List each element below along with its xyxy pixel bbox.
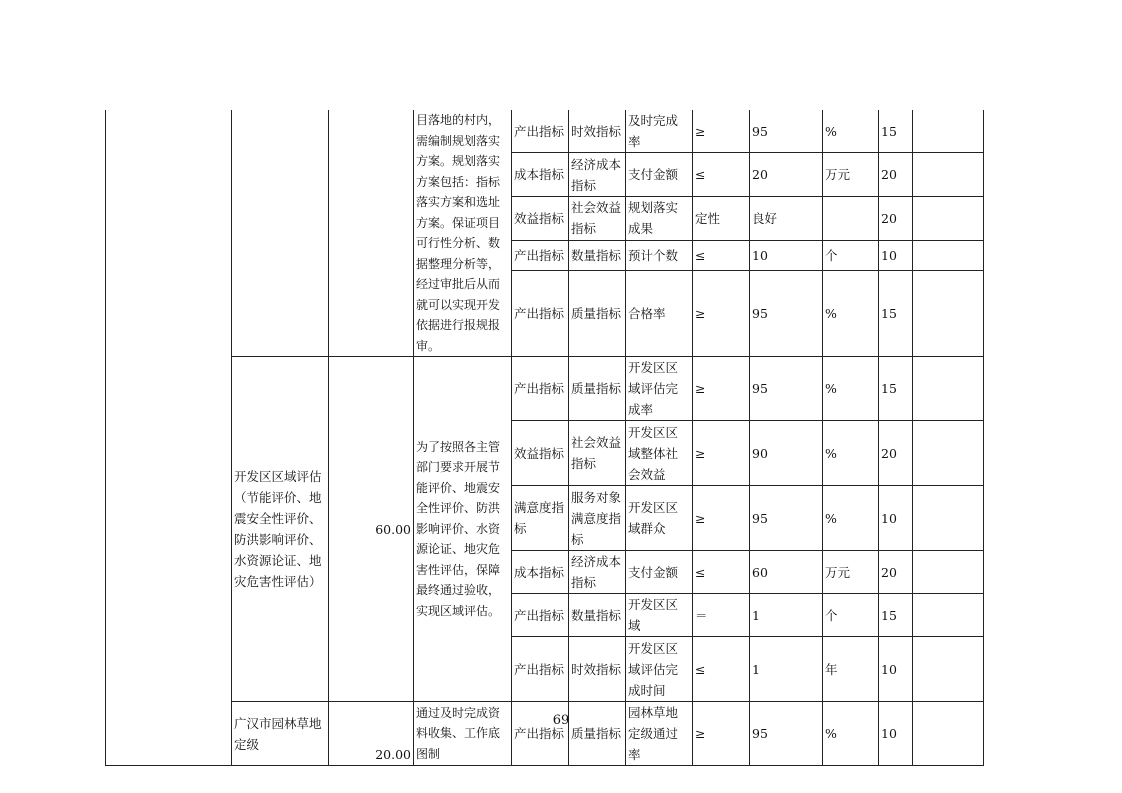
indicator-level1: 效益指标 [512, 196, 569, 240]
indicator-level2: 经济成本指标 [569, 551, 626, 594]
indicator-operator: ≥ [693, 110, 750, 153]
indicator-operator: ≥ [693, 702, 750, 766]
indicator-weight: 10 [879, 241, 913, 271]
indicator-weight: 15 [879, 594, 913, 637]
indicator-value: 90 [750, 421, 823, 486]
indicator-unit [823, 196, 879, 240]
indicator-weight: 15 [879, 110, 913, 153]
indicator-note [913, 110, 984, 153]
indicator-value: 95 [750, 486, 823, 551]
indicator-level2: 质量指标 [569, 357, 626, 421]
indicator-level3: 支付金额 [626, 551, 693, 594]
indicator-operator: ≤ [693, 153, 750, 196]
indicator-operator: ≤ [693, 241, 750, 271]
indicator-weight: 10 [879, 486, 913, 551]
indicator-note [913, 196, 984, 240]
indicator-value: 1 [750, 637, 823, 702]
indicator-note [913, 357, 984, 421]
indicator-operator: ≥ [693, 357, 750, 421]
indicator-operator: ≥ [693, 271, 750, 357]
indicator-level1: 成本指标 [512, 551, 569, 594]
indicator-value: 10 [750, 241, 823, 271]
indicator-level3: 开发区区域评估完成率 [626, 357, 693, 421]
project-description-cell: 目落地的村内，需编制规划落实方案。规划落实方案包括：指标落实方案和选址方案。保证项目可行性分析、数据整理分析等，经过审批后从而就可以实现开发依据进行报规报审。 [414, 110, 512, 357]
indicator-note [913, 486, 984, 551]
indicator-note [913, 594, 984, 637]
project-amount-cell: 60.00 [329, 357, 414, 702]
indicator-value: 20 [750, 153, 823, 196]
indicator-note [913, 421, 984, 486]
indicator-level3: 支付金额 [626, 153, 693, 196]
indicator-value: 60 [750, 551, 823, 594]
indicator-level1: 产出指标 [512, 357, 569, 421]
indicator-value: 1 [750, 594, 823, 637]
project-name-cell: 广汉市园林草地定级 [232, 702, 329, 766]
indicator-unit: 万元 [823, 153, 879, 196]
indicator-note [913, 551, 984, 594]
project-amount-cell [329, 110, 414, 357]
indicator-level1: 产出指标 [512, 241, 569, 271]
indicator-level2: 服务对象满意度指标 [569, 486, 626, 551]
indicator-unit: % [823, 110, 879, 153]
indicator-level1: 满意度指标 [512, 486, 569, 551]
indicator-level3: 开发区区域整体社会效益 [626, 421, 693, 486]
page-number: 69 [552, 713, 570, 728]
indicator-unit: 个 [823, 241, 879, 271]
indicator-level2: 社会效益指标 [569, 196, 626, 240]
indicator-note [913, 153, 984, 196]
indicator-level1: 产出指标 [512, 702, 569, 766]
indicator-level3: 及时完成率 [626, 110, 693, 153]
indicator-operator: ≥ [693, 421, 750, 486]
indicator-weight: 15 [879, 357, 913, 421]
indicator-operator: ≥ [693, 486, 750, 551]
indicator-level3: 开发区区域 [626, 594, 693, 637]
indicator-unit: 个 [823, 594, 879, 637]
indicator-level1: 效益指标 [512, 421, 569, 486]
indicator-level3: 合格率 [626, 271, 693, 357]
indicator-weight: 10 [879, 702, 913, 766]
indicator-weight: 20 [879, 421, 913, 486]
indicator-weight: 20 [879, 196, 913, 240]
indicator-operator: ≤ [693, 637, 750, 702]
indicator-level1: 产出指标 [512, 637, 569, 702]
indicator-level2: 质量指标 [569, 702, 626, 766]
indicator-operator: ≤ [693, 551, 750, 594]
project-name-cell: 开发区区域评估（节能评价、地震安全性评价、防洪影响评价、水资源论证、地灾危害性评估） [232, 357, 329, 702]
table-row [106, 110, 984, 153]
blank-left-column [106, 110, 232, 766]
indicator-unit: % [823, 702, 879, 766]
table-row [106, 357, 984, 421]
indicator-weight: 20 [879, 551, 913, 594]
indicator-level2: 经济成本指标 [569, 153, 626, 196]
indicator-level3: 开发区区域评估完成时间 [626, 637, 693, 702]
project-amount-cell: 20.00 [329, 702, 414, 766]
indicator-note [913, 241, 984, 271]
indicator-note [913, 702, 984, 766]
indicator-level2: 质量指标 [569, 271, 626, 357]
indicator-weight: 15 [879, 271, 913, 357]
indicator-level3: 预计个数 [626, 241, 693, 271]
indicator-note [913, 637, 984, 702]
indicator-unit: % [823, 421, 879, 486]
indicator-unit: % [823, 357, 879, 421]
indicator-level2: 数量指标 [569, 594, 626, 637]
indicator-unit: % [823, 271, 879, 357]
project-description-cell: 通过及时完成资料收集、工作底图制 [414, 702, 512, 766]
indicator-note [913, 271, 984, 357]
indicator-operator: ＝ [693, 594, 750, 637]
indicator-level3: 规划落实成果 [626, 196, 693, 240]
indicator-level3: 开发区区域群众 [626, 486, 693, 551]
table-row [106, 702, 984, 766]
indicator-unit: 万元 [823, 551, 879, 594]
indicator-weight: 20 [879, 153, 913, 196]
indicator-level2: 时效指标 [569, 110, 626, 153]
indicator-level1: 产出指标 [512, 594, 569, 637]
indicator-level1: 产出指标 [512, 271, 569, 357]
indicator-level2: 社会效益指标 [569, 421, 626, 486]
project-name-cell [232, 110, 329, 357]
indicator-value: 95 [750, 357, 823, 421]
indicator-level2: 数量指标 [569, 241, 626, 271]
indicator-unit: % [823, 486, 879, 551]
indicator-value: 良好 [750, 196, 823, 240]
indicator-level1: 成本指标 [512, 153, 569, 196]
indicator-level3: 园林草地定级通过率 [626, 702, 693, 766]
indicator-level1: 产出指标 [512, 110, 569, 153]
indicator-value: 95 [750, 110, 823, 153]
indicator-unit: 年 [823, 637, 879, 702]
indicator-weight: 10 [879, 637, 913, 702]
indicator-operator: 定性 [693, 196, 750, 240]
indicator-value: 95 [750, 702, 823, 766]
project-description-cell: 为了按照各主管部门要求开展节能评价、地震安全性评价、防洪影响评价、水资源论证、地灾危害性评估，保障最终通过验收，实现区域评估。 [414, 357, 512, 702]
indicator-value: 95 [750, 271, 823, 357]
indicator-level2: 时效指标 [569, 637, 626, 702]
performance-indicator-table [105, 110, 984, 766]
